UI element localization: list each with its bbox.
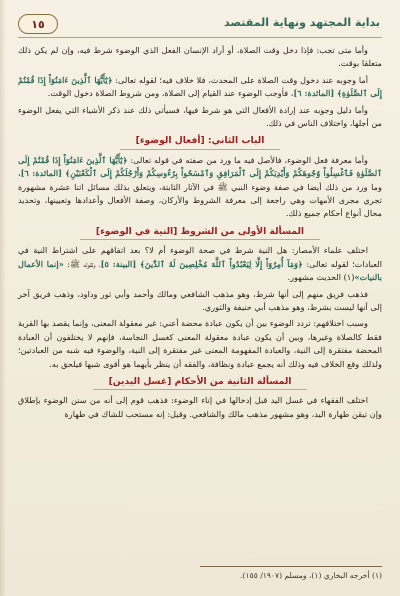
paragraph-text: وأما معرفة فعل الوضوء، فالأصل فيه ما ورد من صفته في قوله تعالى: — [127, 154, 368, 165]
paragraph-reason-of-dispute: وسبب اختلافهم: تردد الوضوء بين أن يكون عبادة محضة أعني: غير معقولة المعنى، وإنما يقصد بها القربة فقط كالصلاة وغيرها، وبين أن يكون عبادة معقولة المعنى كغسل النجاسة، فإنهم لا يختلفون أن العبادة المحضة مفتقرة إلى النية، والعبادة المفهومة المعنى غير مفتقرة إلى النية، والوضوء فيه شبه من العبادتين؛ ولذلك وقع الخلاف فيه وذلك أنه يجمع عبادة ونظافة، والفقه أن ينظر بأيهما هو أقوى شبها فيلحق به. — [18, 318, 382, 369]
paragraph-text: ، ولقوله ﷺ: — [63, 258, 101, 269]
paragraph-washing-hands: اختلف الفقهاء في غسل اليد قبل إدخالها في إناء الوضوء: فذهب قوم إلى أنه من سنن الوضوء بإطلاق وإن تيقن طهارة اليد، وهو مشهور مذهب مالك والشافعي. وقيل: إنه مستحب للشاك في طهارة — [18, 395, 382, 419]
paragraph-text: (١) الحديث مشهور. — [287, 272, 355, 283]
paragraph-entry-of-time — [18, 74, 382, 101]
page-edge-shadow — [0, 0, 6, 596]
paragraph-schools-opinion: فذهب فريق منهم إلى أنها شرط، وهو مذهب الشافعي ومالك وأحمد وأبي ثور وداود، وذهب فريق آخر إلى أنها ليست بشرط، وهو مذهب أبي حنيفة والثوري. — [18, 288, 382, 312]
section-heading-washing-hands: المسألة الثانية من الأحكام [غسل اليدين] — [93, 375, 308, 390]
section-heading-wrap — [18, 225, 382, 240]
paragraph-intention-dispute — [18, 244, 382, 284]
quran-verse: ﴿يَٰٓأَيُّهَا ٱلَّذِينَ ءَامَنُوٓاْ إِذَا قُمْتُمْ إِلَى ٱلصَّلَوٰةِ فَٱغْسِلُواْ وُجُوهَكُمْ وَأَيْدِيَكُمْ إِلَى ٱلْمَرَافِقِ وَٱمْسَحُواْ بِرُءُوسِكُمْ وَأَرْجُلَكُمْ إِلَى ٱلْكَعْبَيْنِ﴾ [المائدة: ٦] — [18, 154, 382, 179]
paragraph-text: أما وجوبه عند دخول وقت الصلاة على المحدث، فلا خلاف فيه؛ لقوله تعالى: — [112, 74, 368, 85]
running-header — [18, 14, 382, 38]
section-heading-wrap — [18, 134, 382, 149]
footnote-divider — [200, 566, 382, 567]
page-number: ١٥ — [31, 17, 45, 31]
paragraph-intention-evidence: وأما دليل وجوبه عند إرادة الأفعال التي هو شرط فيها، فسيأتي ذلك عند ذكر الأشياء التي يفعل الوضوء من أجلها، واختلاف الناس في ذلك. — [18, 104, 382, 129]
paragraph-acts-of-wudu — [18, 154, 382, 221]
paragraph-text: ، فأوجب الوضوء عند القيام إلى الصلاة، ومن شروط الصلاة دخول الوقت. — [47, 88, 294, 99]
quran-verse: ﴿يَٰٓأَيُّهَا ٱلَّذِينَ ءَامَنُوٓاْ إِذَا قُمْتُمْ إِلَى ٱلصَّلَوٰةِ﴾ [المائدة: ٦] — [18, 74, 382, 99]
paragraph-text: اختلف علماء الأمصار: هل النية شرط في صحة الوضوء أم لا؟ بعد اتفاقهم على اشتراط النية في العبادات؛ لقوله تعالى: — [18, 245, 382, 269]
footnote: (١) أخرجه البخاري (١)، ومسلم (١٩٠٧/ ١٥٥). — [240, 571, 382, 580]
section-heading-intention: المسألة الأولى من الشروط [النية في الوضوء] — [80, 225, 320, 240]
quran-verse: ﴿وَمَآ أُمِرُوٓاْ إِلَّا لِيَعْبُدُواْ ٱللَّهَ مُخْلِصِينَ لَهُ ٱلدِّينَ﴾ [البينة: ٥] — [100, 258, 303, 269]
page-number-badge — [18, 14, 58, 34]
paragraph-text: ، وما ورد من ذلك أيضا في صفة وضوء النبي ﷺ في الآثار الثابتة، ويتعلق بذلك مسائل اثنا عشرة مشهورة تجري مجرى الأمهات وهي راجعة إلى معرفة الشروط والأركان، وصفة الأفعال وأعدادها وتعيينها، وتحديد محال أنواع أحكام جميع ذلك. — [18, 168, 382, 219]
section-heading-acts-of-wudu: الباب الثاني: [أفعال الوضوء] — [120, 134, 281, 149]
header-title: بداية المجتهد ونهاية المقتصد — [224, 16, 380, 29]
hadith-text: «إنما الأعمال بالنيات» — [18, 258, 382, 283]
page-body — [18, 44, 382, 424]
section-heading-wrap — [18, 375, 382, 390]
paragraph-when-obligatory: وأما متى تجب: فإذا دخل وقت الصلاة، أو أراد الإنسان الفعل الذي الوضوء شرط فيه، وإن لم يكن ذلك متعلقا بوقت. — [18, 45, 382, 69]
